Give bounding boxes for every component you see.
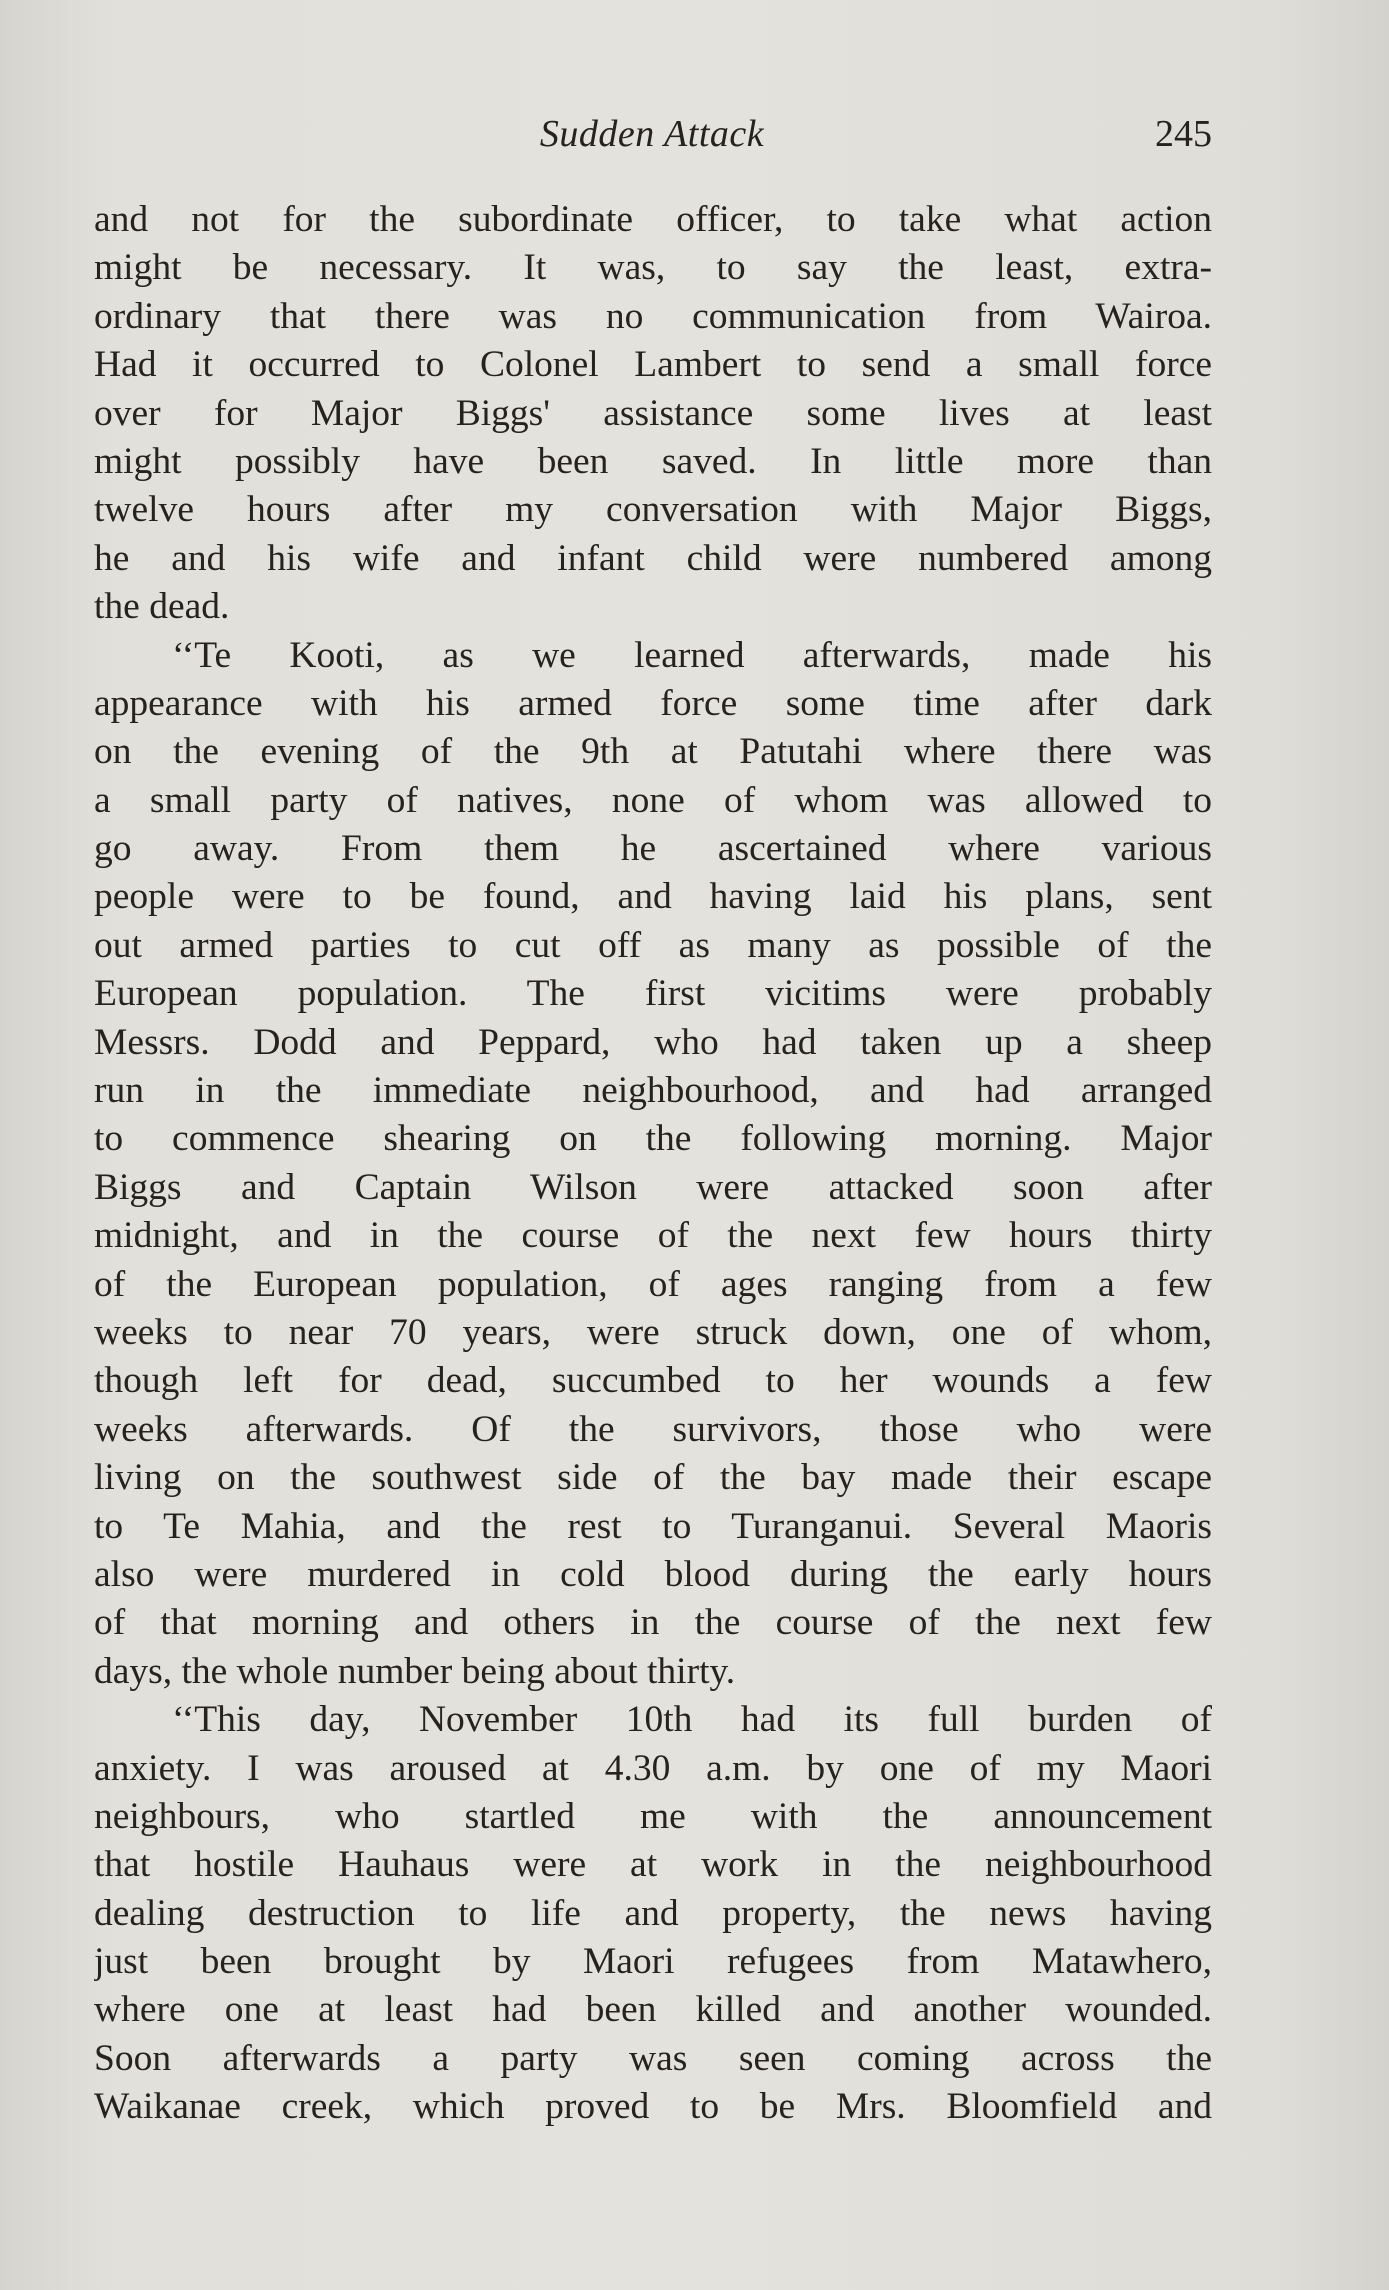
text-line: might be necessary. It was, to say the least, extra- — [94, 247, 1212, 289]
text-line: of the European population, of ages ranging from a few — [94, 1263, 1212, 1305]
text-line: just been brought by Maori refugees from Matawhero, — [94, 1941, 1212, 1983]
text-line: also were murdered in cold blood during the early hours — [94, 1553, 1212, 1595]
paragraph-start-line: ‘‘This day, November 10th had its full burden of — [172, 1699, 1212, 1741]
text-line: that hostile Hauhaus were at work in the neighbourhood — [94, 1844, 1212, 1886]
paragraph-end-line: the dead. — [94, 586, 230, 628]
text-line: living on the southwest side of the bay made their escape — [94, 1457, 1212, 1499]
text-line: though left for dead, succumbed to her wounds a few — [94, 1360, 1212, 1402]
text-line: European population. The first vicitims were probably — [94, 973, 1212, 1015]
text-line: ordinary that there was no communication from Wairoa. — [94, 295, 1212, 337]
text-line: on the evening of the 9th at Patutahi where there was — [94, 731, 1212, 773]
text-line: of that morning and others in the course of the next few — [94, 1602, 1212, 1644]
text-line: neighbours, who startled me with the announcement — [94, 1795, 1212, 1837]
text-line: go away. From them he ascertained where various — [94, 828, 1212, 870]
text-line: a small party of natives, none of whom was allowed to — [94, 779, 1212, 821]
text-line: twelve hours after my conversation with Major Biggs, — [94, 489, 1212, 531]
running-title: Sudden Attack — [539, 113, 765, 155]
text-line: run in the immediate neighbourhood, and had arranged — [94, 1070, 1212, 1112]
text-line: out armed parties to cut off as many as possible of the — [94, 924, 1212, 966]
body-text — [94, 196, 1212, 2132]
paragraph-end-line: days, the whole number being about thirty. — [94, 1650, 736, 1692]
text-line: over for Major Biggs' assistance some lives at least — [94, 392, 1212, 434]
text-line: appearance with his armed force some time after dark — [94, 682, 1212, 724]
text-line: people were to be found, and having laid his plans, sent — [94, 876, 1212, 918]
paragraph-start-line: ‘‘Te Kooti, as we learned afterwards, made his — [172, 634, 1212, 676]
text-line: might possibly have been saved. In little more than — [94, 440, 1212, 482]
text-line: Soon afterwards a party was seen coming across the — [94, 2037, 1212, 2079]
text-line: where one at least had been killed and another wounded. — [94, 1989, 1212, 2031]
text-line: Messrs. Dodd and Peppard, who had taken up a sheep — [94, 1021, 1212, 1063]
text-line: dealing destruction to life and property, the news having — [94, 1892, 1212, 1934]
text-line: to Te Mahia, and the rest to Turanganui. Several Maoris — [94, 1505, 1212, 1547]
text-line: Waikanae creek, which proved to be Mrs. Bloomfield and — [94, 2086, 1212, 2128]
text-line: anxiety. I was aroused at 4.30 a.m. by one of my Maori — [94, 1747, 1212, 1789]
text-line: Biggs and Captain Wilson were attacked soon after — [94, 1166, 1212, 1208]
text-line: weeks to near 70 years, were struck down, one of whom, — [94, 1311, 1212, 1353]
text-line: he and his wife and infant child were numbered among — [94, 537, 1212, 579]
text-line: to commence shearing on the following morning. Major — [94, 1118, 1212, 1160]
page-number: 245 — [1155, 113, 1212, 155]
text-line: weeks afterwards. Of the survivors, those who were — [94, 1408, 1212, 1450]
text-line: midnight, and in the course of the next few hours thirty — [94, 1215, 1212, 1257]
text-line: Had it occurred to Colonel Lambert to send a small force — [94, 344, 1212, 386]
running-head — [92, 112, 1212, 172]
text-line: and not for the subordinate officer, to take what action — [94, 199, 1212, 240]
